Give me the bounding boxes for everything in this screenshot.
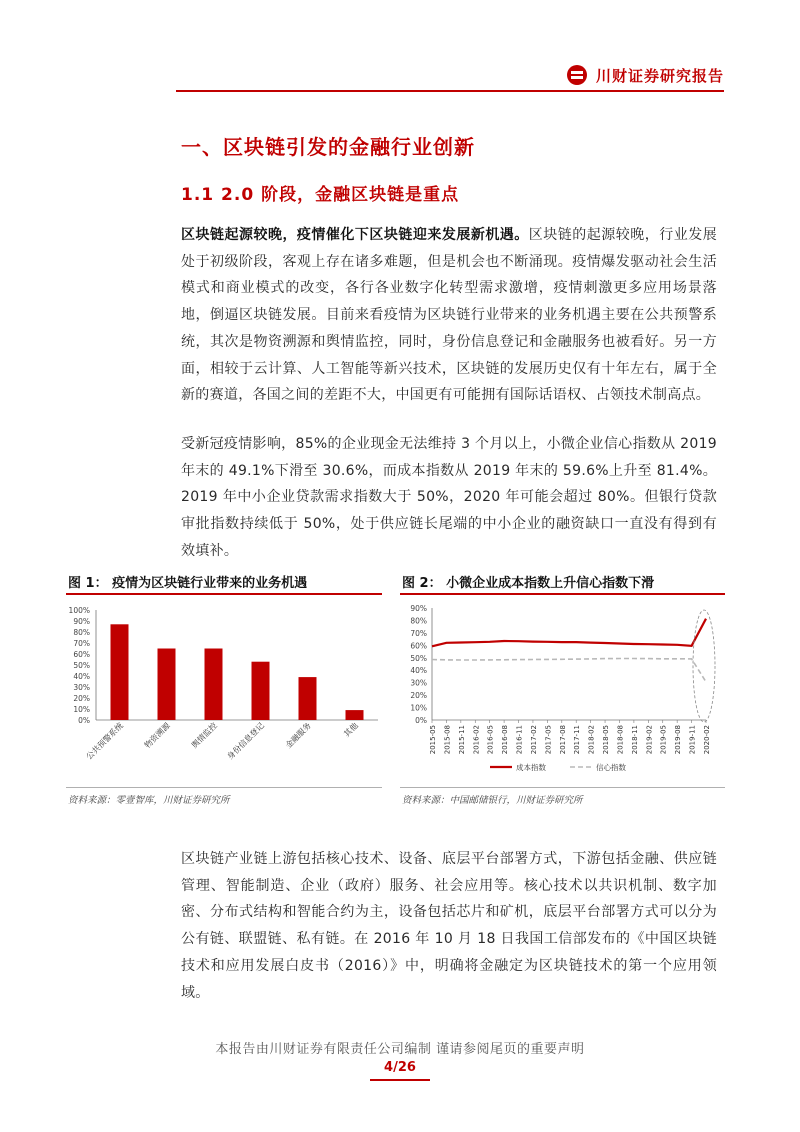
paragraph-2: 受新冠疫情影响，85%的企业现金无法维持 3 个月以上，小微企业信心指数从 2019 年末的 49.1%下滑至 30.6%，而成本指数从 2019 年末的 59.6%上升至 81.4%。2019 年中小企业贷款需求指数大于 50%，2020 年可能会超过 80%。但银行贷款审批指数持续低于 50%，处于供应链长尾端的中小企业的融资缺口一直没有得到有效填补。: [181, 436, 717, 559]
x-tick-label: 身份信息登记: [225, 721, 266, 762]
x-tick-label: 舆情监控: [189, 721, 219, 751]
subsection-title: 1.1 2.0 阶段，金融区块链是重点: [181, 185, 460, 205]
bar: [158, 649, 176, 721]
y-tick-label: 50%: [410, 653, 427, 663]
y-tick-label: 90%: [410, 604, 427, 613]
paragraph-1-lead: 区块链起源较晚，疫情催化下区块链迎来发展新机遇。: [181, 227, 529, 243]
x-tick-label: 其他: [342, 721, 360, 739]
legend-label: 成本指数: [516, 763, 546, 772]
figure-1-source: 资料来源：零壹智库，川财证券研究所: [68, 795, 230, 806]
y-tick-label: 70%: [410, 628, 427, 638]
bar: [205, 649, 223, 721]
x-tick-label: 2017-05: [544, 725, 553, 755]
section-title: 一、区块链引发的金融行业创新: [181, 135, 475, 159]
x-tick-label: 2016-11: [515, 725, 524, 755]
x-tick-label: 物资溯源: [142, 721, 172, 751]
x-tick-label: 2017-11: [573, 725, 582, 755]
x-tick-label: 2015-05: [429, 725, 437, 755]
legend-label: 信心指数: [596, 763, 626, 772]
x-tick-label: 2019-08: [674, 725, 683, 755]
y-tick-label: 20%: [410, 691, 427, 701]
y-tick-label: 80%: [73, 628, 90, 637]
x-tick-label: 2020-02: [703, 725, 711, 755]
x-tick-label: 2018-08: [616, 725, 625, 755]
y-tick-label: 50%: [73, 661, 90, 670]
x-tick-label: 2015-11: [457, 725, 466, 755]
figure-2-title: 图 2： 小微企业成本指数上升信心指数下滑: [402, 576, 655, 591]
x-tick-label: 2018-02: [587, 725, 596, 755]
x-tick-label: 2016-08: [501, 725, 510, 755]
figure-2-bottom-rule: [400, 787, 725, 788]
paragraph-1-body: 区块链的起源较晚，行业发展处于初级阶段，客观上存在诸多难题，但是机会也不断涌现。疫情爆发驱动社会生活模式和商业模式的改变，各行各业数字化转型需求激增，疫情刺激更多应用场景落地，倒逼区块链发展。目前来看疫情为区块链行业带来的业务机遇主要在公共预警系统，其次是物资溯源和舆情监控，同时，身份信息登记和金融服务也被看好。另一方面，相较于云计算、人工智能等新兴技术，区块链的发展历史仅有十年左右，属于全新的赛道，各国之间的差距不大，中国更有可能拥有国际话语权、占领技术制高点。: [181, 227, 717, 404]
y-tick-label: 0%: [415, 716, 427, 725]
x-tick-label: 2017-08: [558, 725, 567, 755]
figure-1-chart: [60, 598, 390, 784]
x-tick-label: 2019-02: [645, 725, 654, 755]
series-line-cost: [432, 619, 706, 647]
page-number: 4/26: [384, 1060, 416, 1075]
y-tick-label: 30%: [73, 683, 90, 692]
y-tick-label: 60%: [410, 641, 427, 651]
figure-2-chart: [398, 598, 728, 784]
bar: [346, 710, 364, 720]
y-tick-label: 40%: [73, 672, 90, 681]
header-divider: [176, 90, 724, 92]
y-tick-label: 10%: [410, 703, 427, 713]
x-tick-label: 2019-11: [688, 725, 697, 755]
page-number-underline: [370, 1079, 430, 1081]
figure-1-bottom-rule: [66, 787, 382, 788]
x-tick-label: 金融服务: [283, 721, 313, 751]
figure-1-title: 图 1： 疫情为区块链行业带来的业务机遇: [68, 576, 308, 591]
x-tick-label: 2019-05: [659, 725, 668, 755]
brand-logo-icon: [566, 64, 588, 86]
brand-name: 川财证券研究报告: [595, 66, 724, 85]
y-tick-label: 30%: [410, 678, 427, 688]
figure-1-rule: [66, 593, 382, 595]
x-tick-label: 2018-05: [602, 725, 611, 755]
y-tick-label: 90%: [73, 617, 90, 626]
figure-2-rule: [400, 593, 725, 595]
x-tick-label: 2015-08: [443, 725, 452, 755]
series-line-confidence: [432, 659, 706, 682]
y-tick-label: 40%: [410, 666, 427, 676]
paragraph-3: 区块链产业链上游包括核心技术、设备、底层平台部署方式，下游包括金融、供应链管理、智能制造、企业（政府）服务、社会应用等。核心技术以共识机制、数字加密、分布式结构和智能合约为主，设备包括芯片和矿机，底层平台部署方式可以分为公有链、联盟链、私有链。在 2016 年 10 月 18 日我国工信部发布的《中国区块链技术和应用发展白皮书（2016）》中，明确将金融定为区块链技术的第一个应用领域。: [181, 851, 717, 1001]
x-tick-label: 公共预警系统: [84, 721, 125, 762]
y-tick-label: 80%: [410, 616, 427, 626]
x-tick-label: 2017-02: [529, 725, 538, 755]
y-tick-label: 60%: [73, 650, 90, 659]
bar: [299, 677, 317, 720]
y-tick-label: 20%: [73, 694, 90, 703]
x-tick-label: 2016-02: [472, 725, 481, 755]
bar: [111, 624, 129, 720]
y-tick-label: 10%: [73, 705, 90, 714]
y-tick-label: 0%: [78, 716, 90, 725]
paragraph-1: [181, 222, 717, 409]
y-tick-label: 100%: [68, 606, 90, 615]
footer-disclaimer: 本报告由川财证券有限责任公司编制 谨请参阅尾页的重要声明: [215, 1042, 585, 1057]
header-brand: [566, 64, 724, 86]
x-tick-label: 2018-11: [630, 725, 639, 755]
x-tick-label: 2016-05: [486, 725, 495, 755]
bar: [252, 662, 270, 720]
y-tick-label: 70%: [73, 639, 90, 648]
figure-2-source: 资料来源：中国邮储银行，川财证券研究所: [402, 795, 583, 806]
